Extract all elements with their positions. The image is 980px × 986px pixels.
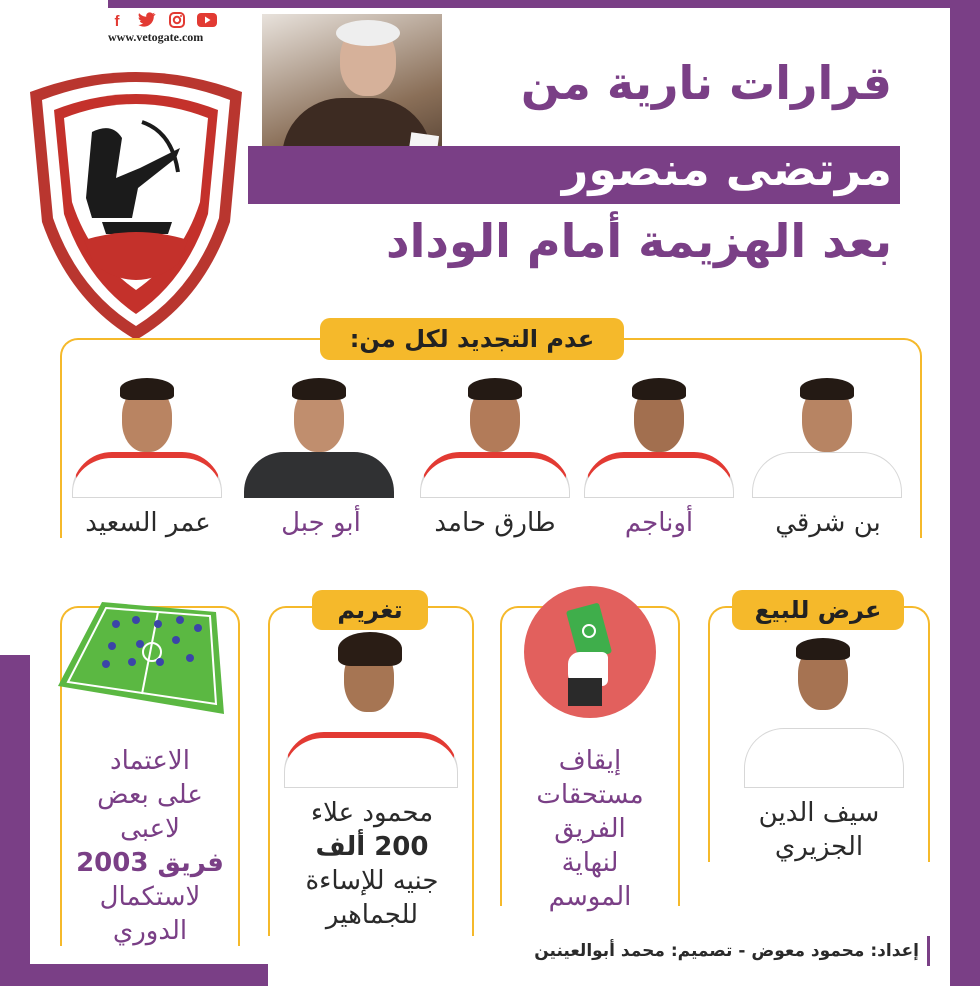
site-url[interactable]: www.vetogate.com (108, 30, 204, 44)
renewal-header: عدم التجديد لكل من: (320, 318, 624, 360)
club-logo (22, 52, 250, 342)
player-name: طارق حامد (434, 508, 556, 538)
sale-player-name-1: سيف الدين (758, 798, 880, 828)
player-photo-omar-elsaid (72, 368, 222, 498)
frame-bottom-strip (0, 964, 268, 986)
suspend-line-5: الموسم (548, 882, 632, 912)
youth-line-6: الدوري (112, 916, 188, 946)
youth-line-1: الاعتماد (110, 746, 190, 776)
facebook-icon[interactable]: f (114, 13, 120, 30)
twitter-icon[interactable] (136, 12, 158, 32)
frame-top-border (108, 0, 960, 8)
player-name: أوناجم (624, 508, 694, 538)
player-photo-ben-sharqi (752, 368, 902, 498)
suspend-line-3: الفريق (554, 814, 626, 844)
suspend-line-1: إيقاف (558, 746, 622, 776)
sale-player-name-2: الجزيري (774, 832, 864, 862)
youth-line-4: فريق 2003 (76, 848, 224, 878)
sale-header: عرض للبيع (732, 590, 904, 630)
instagram-icon[interactable] (166, 12, 188, 32)
youth-line-3: لاعبى (120, 814, 180, 844)
hand-money-icon (524, 586, 656, 718)
player-photo-abou-gabal (244, 368, 394, 498)
credits: إعداد: محمود معوض - تصميم: محمد أبوالعينين (460, 936, 930, 966)
player-photo-jaziri (744, 630, 904, 788)
fine-header: تغريم (312, 590, 428, 630)
player-photo-onajem (584, 368, 734, 498)
suspend-line-2: مستحقات (536, 780, 644, 810)
player-name: بن شرقي (775, 508, 881, 538)
player-name: أبو جبل (281, 508, 361, 538)
fine-line-2: 200 ألف (315, 832, 429, 862)
frame-right-border (950, 0, 980, 986)
youth-line-5: لاستكمال (99, 882, 201, 912)
youtube-icon[interactable] (196, 12, 218, 32)
football-pitch-icon (56, 598, 224, 720)
suspend-line-4: لنهاية (561, 848, 619, 878)
player-name: عمر السعيد (85, 508, 211, 538)
title-line-2: مرتضى منصور (561, 142, 892, 196)
fine-line-1: محمود علاء (310, 798, 434, 828)
player-photo-mahmoud-alaa (284, 630, 458, 788)
frame-left-strip (0, 655, 30, 986)
player-photo-tarek-hamed (420, 368, 570, 498)
fine-line-3: جنيه للإساءة (305, 866, 439, 896)
fine-line-4: للجماهير (325, 900, 419, 930)
title-line-3: بعد الهزيمة أمام الوداد (386, 214, 892, 268)
youth-line-2: على بعض (97, 780, 203, 810)
title-line-1: قرارات نارية من (520, 56, 892, 110)
